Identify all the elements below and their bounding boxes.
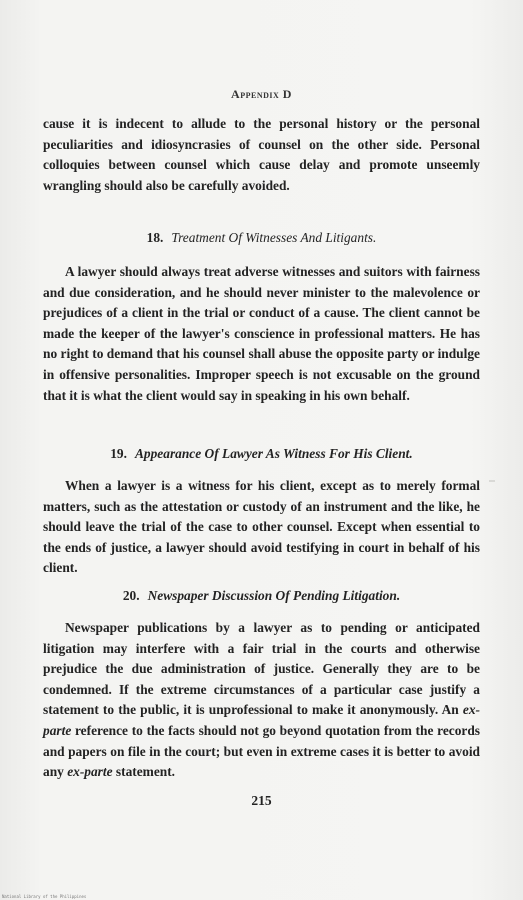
scan-watermark: National Library of the Philippines [2,894,87,899]
italic-term: ex-parte [67,764,113,780]
italic-term: ex-parte [43,702,480,738]
section-number: 19. [110,446,127,461]
paragraph-section-19: When a lawyer is a witness for his client, except as to merely formal matters, such as the attestation or custody of an instrument and the like, he should leave the trial of the case to other counsel. Except when essential to the ends of justice, a lawyer should avoid testifying in court in behalf of his client. [43,478,480,576]
section-title: Newspaper Discussion Of Pending Litigation. [147,588,401,603]
paragraph-section-18: A lawyer should always treat adverse witnesses and suitors with fairness and due consideration, and he should never minister to the malevolence or prejudices of a client in the trial or conduct of a cause. The client cannot be made the keeper of the lawyer's conscience in professional matters. He has no right to demand that his counsel shall abuse the opposite party or indulge in offensive personalities. Improper speech is not excusable on the ground that it is what the client would say in speaking in his own behalf. [43,264,480,403]
section-title: Treatment Of Witnesses And Litigants. [171,230,377,245]
section-title: Appearance Of Lawyer As Witness For His Client. [134,446,413,461]
paper-speck [489,480,495,482]
page-number: 215 [251,793,272,808]
running-header: Appendix D [231,87,292,101]
section-number: 18. [146,230,164,245]
section-heading-20 [0,588,523,604]
text-run: Newspaper publications by a lawyer as to pending or anticipated litigation may interfere with a fair trial in the courts and otherwise prejudice the due administration of justice. Generally they are to be condemned. If the extreme circumstances of a particular case justify a statement to the public, it is unprofessional to make it anonymously. An [43,620,480,718]
paragraph-section-20 [43,618,480,783]
section-number: 20. [122,588,140,603]
section-heading-19 [0,446,523,462]
text-run: reference to the facts should not go beyond quotation from the records and papers on file in the court; but even in extreme cases it is better to avoid any [43,722,480,780]
text-run: statement. [112,764,176,780]
paragraph-continuation: cause it is indecent to allude to the personal history or the personal peculiarities and idiosyncrasies of counsel on the other side. Personal colloquies between counsel which cause delay and promote unseemly wrangling should also be carefully avoided. [43,116,480,193]
section-heading-18 [0,230,523,246]
